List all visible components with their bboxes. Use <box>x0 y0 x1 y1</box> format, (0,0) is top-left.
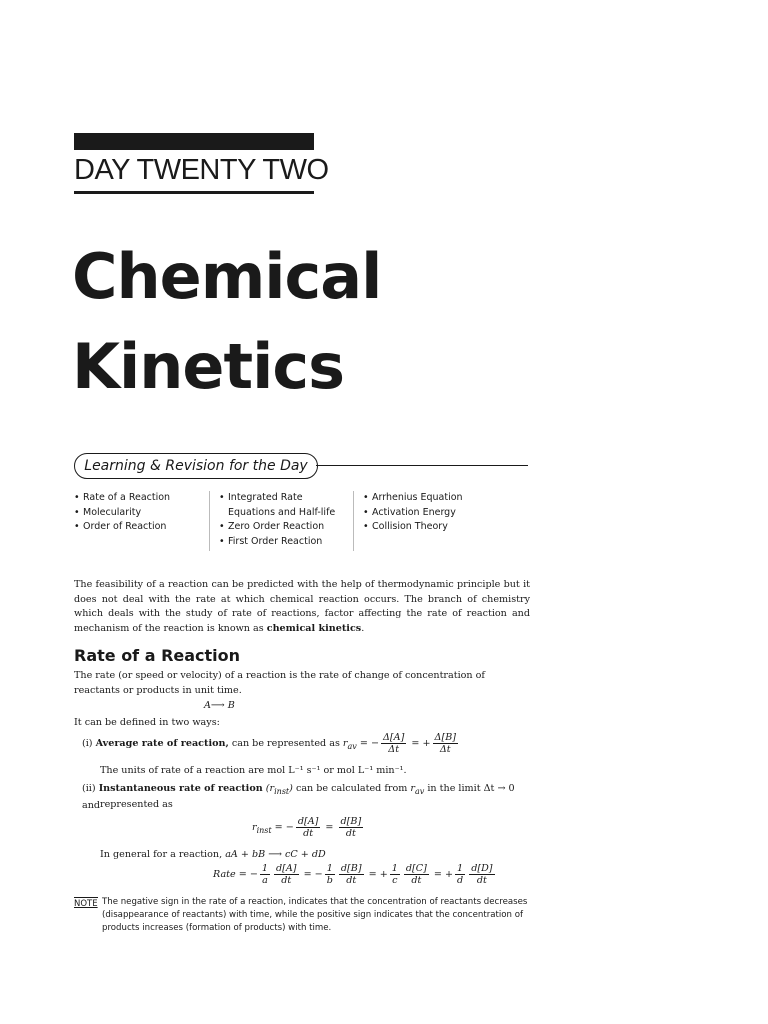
learning-revision-heading: Learning & Revision for the Day <box>74 453 318 479</box>
column-divider <box>353 491 354 551</box>
note-label: NOTE <box>74 899 98 909</box>
topic-item: • First Order Reaction <box>219 535 349 550</box>
topics-column-3 <box>363 491 503 535</box>
instantaneous-rate-item: (ii) Instantaneous rate of reaction $(r_{inst})$ can be calculated from $r_{av}$ in the limit Δt → 0 and <box>82 783 515 812</box>
topic-item: • Order of Reaction <box>74 520 209 535</box>
chapter-title-line2: Kinetics <box>72 330 345 403</box>
header-bar <box>74 133 314 150</box>
topic-item: • Molecularity <box>74 506 209 521</box>
section-heading: Rate of a Reaction <box>74 646 241 665</box>
note-text: The negative sign in the rate of a reaction, indicates that the concentration of reactants decreases (disappearance of reactants) with time, while the positive sign indicates that the concentration of products increases (formation of products) with time. <box>102 897 528 933</box>
average-rate-item: (i) Average rate of reaction, can be represented as $r_{av}$ = − $\frac{\Delta[A]}{\Delta t}$ = + $\frac{\Delta[B]}{\Delta t}$ <box>82 732 460 755</box>
topic-item: • Activation Energy <box>363 506 503 521</box>
topic-item: • Rate of a Reaction <box>74 491 209 506</box>
day-label: DAY TWENTY TWO <box>74 154 329 186</box>
general-rate-equation: Rate = − $\frac{1}{a}$ $\frac{d[A]}{dt}$ = − $\frac{1}{b}$ $\frac{d[B]}{dt}$ = + $\frac{1}{c}$ $\frac{d[C]}{dt}$ = + $\frac{1}{d}$ $\frac{d[D]}{dt}$ <box>213 863 493 886</box>
chapter-title-line1: Chemical <box>72 240 382 313</box>
key-term: chemical kinetics <box>266 622 362 634</box>
two-ways-text: It can be defined in two ways: <box>74 717 220 728</box>
intro-paragraph: The feasibility of a reaction can be predicted with the help of thermodynamic principle but it does not deal with the rate at which chemical reaction occurs. The branch of chemistry which deals with the study of rate of reactions, factor affecting the rate of reaction and mechanism of the reaction is known as chemical kinetics. <box>74 579 530 634</box>
topic-item: • Integrated Rate Equations and Half-life <box>219 491 349 520</box>
reaction-equation: A⟶ B <box>204 700 235 711</box>
topics-column-2 <box>219 491 349 549</box>
topic-item: • Zero Order Reaction <box>219 520 349 535</box>
topics-column-1 <box>74 491 209 535</box>
represented-as-text: represented as <box>100 799 173 810</box>
header-rule <box>74 191 314 194</box>
average-rate-equation: $r_{av}$ = − $\frac{\Delta[A]}{\Delta t}$ = + $\frac{\Delta[B]}{\Delta t}$ <box>342 732 456 755</box>
general-reaction-text: In general for a reaction, aA + bB ⟶ cC + dD <box>100 849 326 860</box>
units-text: The units of rate of a reaction are mol L⁻¹ s⁻¹ or mol L⁻¹ min⁻¹. <box>100 765 407 776</box>
learning-revision-rule <box>316 465 528 466</box>
chapter-title <box>72 232 381 412</box>
instantaneous-rate-equation: $r_{inst}$ = − $\frac{d[A]}{dt}$ = $\frac{d[B]}{dt}$ <box>252 816 362 839</box>
topic-item: • Arrhenius Equation <box>363 491 503 506</box>
rate-definition: The rate (or speed or velocity) of a reaction is the rate of change of concentration of reactants or products in unit time. <box>74 670 485 696</box>
column-divider <box>209 491 210 551</box>
topic-item: • Collision Theory <box>363 520 503 535</box>
